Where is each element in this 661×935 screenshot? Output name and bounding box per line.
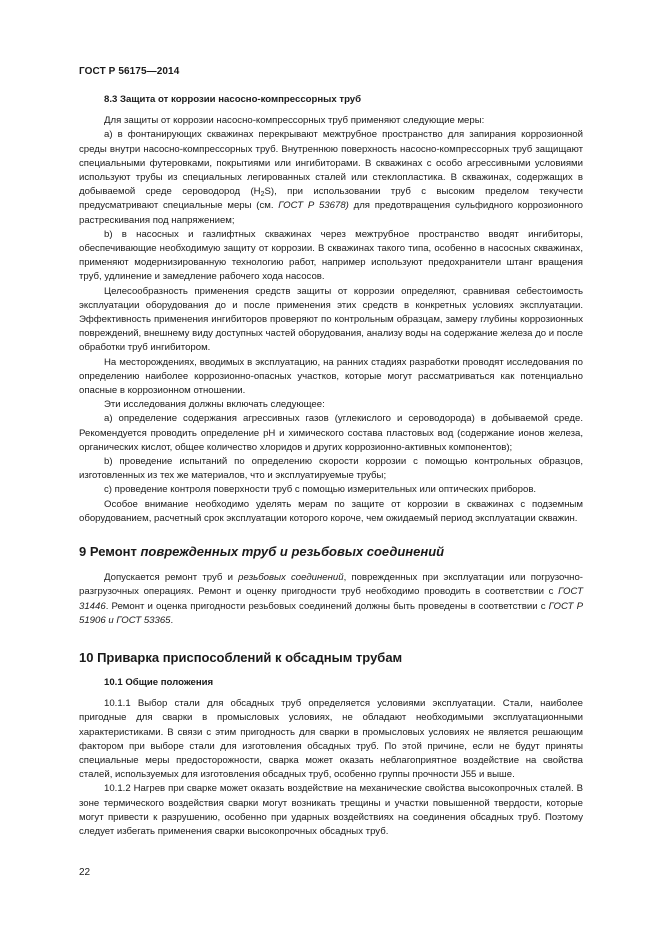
text-run: , поврежденных при эксплуатации или погрузочно-разгрузочных операциях. Ремонт и оценку пригодности труб необходимо проводить в соответствии с bbox=[79, 572, 584, 598]
section-10-1-title: 10.1 Общие положения bbox=[104, 676, 214, 688]
section-10-title: 10 Приварка приспособлений к обсадным трубам bbox=[79, 649, 403, 665]
paragraph: 10.1.2 Нагрев при сварке может оказать воздействие на механические свойства высокопрочных сталей. В зоне термического воздействия сварки могут возникать трещины и участки повышенной твердости, которые могут привести к разрушению, особенно при ударных воздействиях на соединения обсадных труб. Поэтому следует избегать применения сварки высокопрочных обсадных труб. bbox=[79, 783, 583, 837]
standard-reference: ГОСТ 31446 bbox=[79, 586, 583, 612]
title-run-italic: поврежденных труб и резьбовых соединений bbox=[140, 544, 445, 560]
page-number: 22 bbox=[79, 867, 91, 878]
list-item-b: b) проведение испытаний по определению скорости коррозии с помощью контрольных образцов, изготовленных из тех же материалов, что и эксплуатируемые трубы; bbox=[79, 456, 583, 482]
text-run: . Ремонт и оценка пригодности резьбовых соединений должны быть проведены в соответствии с bbox=[105, 600, 549, 612]
standard-reference: ГОСТ Р 53678) bbox=[278, 200, 349, 212]
paragraph: На месторождениях, вводимых в эксплуатацию, на ранних стадиях разработки проводят исследования по определению наиболее коррозионно-опасных участков, которые могут рассматриваться как потенциально опасные в коррозионном отношении. bbox=[79, 356, 583, 397]
paragraph: 10.1.1 Выбор стали для обсадных труб определяется условиями эксплуатации. Стали, наиболее пригодные для сварки в промысловых условиях, не обладают необходимыми эксплуатационными характеристиками. В связи с этим пригодность для сварки в промысловых условиях не является решающим фактором при выборе стали для изготовления обсадных труб. По этой причине, если не будут приняты специальные меры предосторожности, сварка может оказать неблагоприятное воздействие на свойства сталей, используемых для изготовления обсадных труб, особенно группы прочности J55 и выше. bbox=[79, 698, 583, 781]
list-item-a bbox=[79, 128, 583, 227]
list-item-c: с) проведение контроля поверхности труб с помощью измерительных или оптических приборов. bbox=[104, 484, 537, 496]
section-8-3-title: 8.3 Защита от коррозии насосно-компрессорных труб bbox=[104, 94, 362, 105]
text-run: Допускается ремонт труб и bbox=[104, 572, 239, 584]
list-item-b: b) в насосных и газлифтных скважинах через межтрубное пространство вводят ингибиторы, обеспечивающие необходимую защиту от коррозии. В скважинах такого типа, особенно в насосных скважинах, применяют модернизированную технологию работ, например используют предохранители штанг вращения труб, удлинение и замедление рабочего хода насосов. bbox=[79, 228, 583, 283]
standard-reference: ГОСТ Р 51906 и ГОСТ 53365 bbox=[79, 600, 583, 626]
paragraph: Особое внимание необходимо уделять мерам по защите от коррозии в скважинах с подземным оборудованием, расчетный срок эксплуатации которого короче, чем ожидаемый период эксплуатации скважин. bbox=[79, 498, 583, 524]
title-run: 9 Ремонт bbox=[79, 544, 141, 560]
section-9-title bbox=[79, 544, 583, 560]
subscript: 2 bbox=[260, 191, 265, 199]
paragraph bbox=[79, 571, 583, 628]
text-run: а) в фонтанирующих скважинах перекрывают межтрубное пространство для запирания коррозионной среды внутри насосно-компрессорных труб. Внутреннюю поверхность насосно-компрессорных труб защищают специальными футеровками, покрытиями или ингибиторами. В скважинах с особо агрессивными условиями используют трубы из специальных легированных сталей или стеклопластика. В скважинах, содержащих в добываемой среде сероводород (H bbox=[79, 129, 583, 198]
paragraph: Целесообразность применения средств защиты от коррозии определяют, сравнивая себестоимость эксплуатации оборудования до и после применения этих средств в конкретных условиях эксплуатации. Эффективность применения ингибиторов проверяют по контрольным образцам, замеру глубины коррозионных повреждений, внешнему виду доступных частей оборудования, анализу воды на содержание железа до и после обработки труб ингибитором. bbox=[79, 285, 584, 354]
text-run-italic: резьбовых соединений bbox=[238, 572, 344, 584]
text-run: для предотвращения сульфидного коррозионного растрескивания под напряжением; bbox=[79, 200, 583, 226]
paragraph: Эти исследования должны включать следующее: bbox=[104, 399, 325, 411]
document-header: ГОСТ Р 56175—2014 bbox=[79, 66, 180, 77]
list-item-a: а) определение содержания агрессивных газов (углекислого и сероводорода) в добываемой среде. Рекомендуется проводить определение pH и химического состава пластовых вод (содержание ионов железа, органических кислот, общее количество хлоридов и других коррозионно-активных компонентов); bbox=[79, 413, 583, 453]
paragraph: Для защиты от коррозии насосно-компрессорных труб применяют следующие меры: bbox=[104, 115, 485, 127]
text-run: S), при использовании труб с высоким пределом текучести предусматривают специальные меры (см. bbox=[79, 186, 583, 212]
page-content bbox=[79, 93, 583, 839]
text-run: . bbox=[170, 614, 174, 626]
